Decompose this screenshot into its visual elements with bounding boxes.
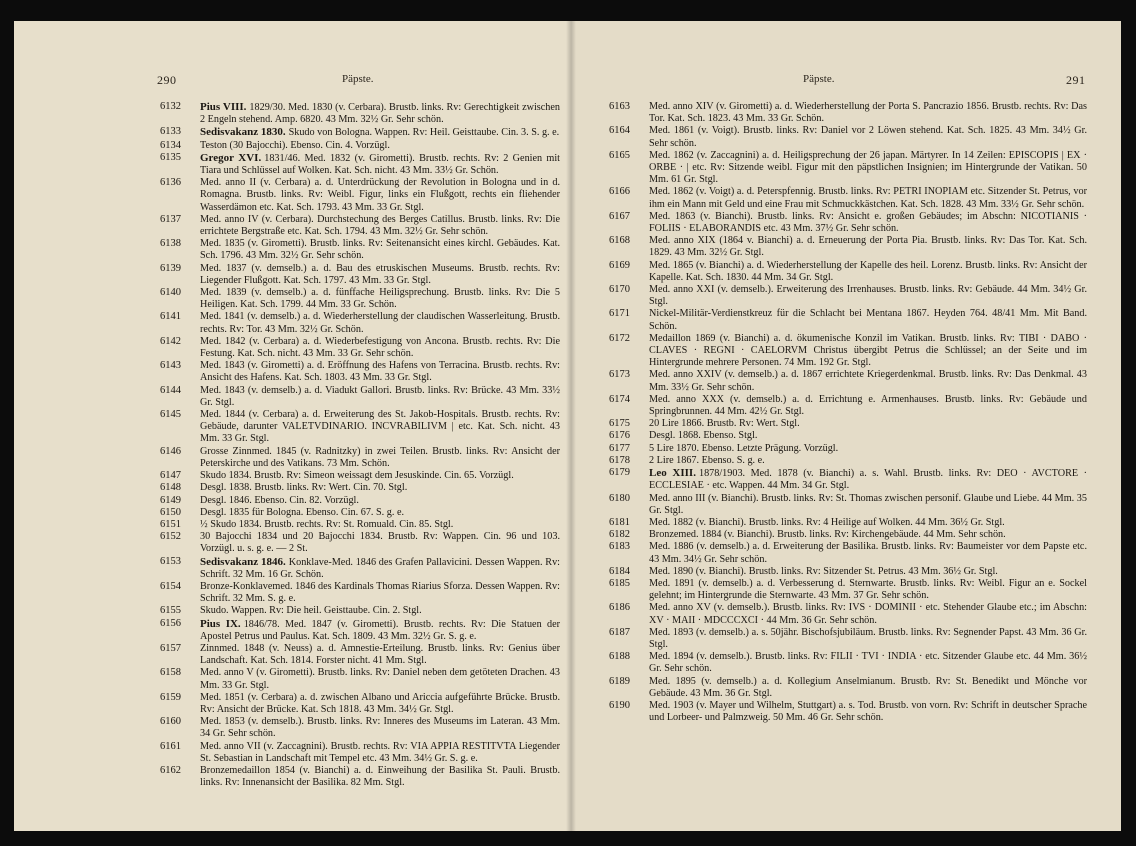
lot-number: 6151 xyxy=(160,518,181,530)
catalog-entry xyxy=(609,700,1087,724)
catalog-entry xyxy=(609,150,1087,187)
lot-text: Med. 1837 (v. demselb.) a. d. Bau des etruskischen Museums. Brustb. rechts. Rv: Liegender Flußgott. Kat. Sch. 1797. 43 Mm. 33 Gr. Stgl. xyxy=(200,262,560,286)
lot-description xyxy=(649,627,1087,651)
lot-text: Med. 1893 (v. demselb.) a. s. 50jähr. Bischofsjubiläum. Brustb. links. Rv: Segnender Papst. 43 Mm. 36 Gr. Stgl. xyxy=(649,626,1087,650)
lot-text: Skudo. Wappen. Rv: Die heil. Geisttaube. Cin. 2. Stgl. xyxy=(200,605,422,617)
lot-description xyxy=(200,495,560,507)
lot-description xyxy=(200,716,560,740)
lot-text: Med. 1851 (v. Cerbara) a. d. zwischen Albano und Ariccia aufgeführte Brücke. Brustb. Rv: Ansicht der Brücke. Kat. Sch 1818. 43 Mm. 34½ Gr. Stgl. xyxy=(200,691,560,715)
lot-text: Nickel-Militär-Verdienstkreuz für die Schlacht bei Mentana 1867. Heyden 764. 48/41 Mm. Mit Band. Schön. xyxy=(649,308,1087,332)
lot-description xyxy=(200,482,560,494)
pope-heading: Sedisvakanz 1830. xyxy=(200,126,286,139)
lot-text: ½ Skudo 1834. Brustb. rechts. Rv: St. Romuald. Cin. 85. Stgl. xyxy=(200,518,454,530)
lot-text: Med. anno XIX (1864 v. Bianchi) a. d. Erneuerung der Porta Pia. Brustb. links. Rv: Das Tor. Kat. Sch. 1829. 43 Mm. 32½ Gr. Stgl. xyxy=(649,235,1087,259)
lot-text: 30 Bajocchi 1834 und 20 Bajocchi 1834. Brustb. Rv: Wappen. Cin. 96 und 103. Vorzügl. u. s. g. e. — 2 St. xyxy=(200,531,560,555)
lot-number: 6140 xyxy=(160,287,181,299)
pope-heading: Pius IX. xyxy=(200,617,241,630)
catalog-entry xyxy=(160,741,560,765)
catalog-entry xyxy=(160,531,560,555)
lot-text: Medaillon 1869 (v. Bianchi) a. d. ökumenische Konzil im Vatikan. Brustb. links. Rv: TIBI · DABO · CLAVES · REGNI · CAELORVM Christus übergibt Petrus die Schlüssel; an der Seite und im Hintergrunde mehrere Personen. 74 Mm. 192 Gr. Stgl. xyxy=(649,332,1087,369)
lot-number: 6178 xyxy=(609,454,630,466)
lot-text: Med. 1841 (v. demselb.) a. d. Wiederherstellung der claudischen Wasserleitung. Brustb. rechts. Rv: Tor. 43 Mm. 32½ Gr. Schön. xyxy=(200,311,560,335)
lot-number: 6170 xyxy=(609,284,630,296)
left-running-head: Päpste. xyxy=(342,73,374,85)
lot-number: 6173 xyxy=(609,369,630,381)
catalog-entry xyxy=(160,177,560,214)
catalog-entry xyxy=(160,214,560,238)
lot-description xyxy=(649,541,1087,565)
lot-description xyxy=(200,263,560,287)
lot-description xyxy=(200,140,560,152)
lot-description xyxy=(649,418,1087,430)
lot-text: Med. 1886 (v. demselb.) a. d. Erweiterung der Basilika. Brustb. links. Rv: Baumeister vor dem Papste etc. 43 Mm. 34½ Gr. Sehr schön. xyxy=(649,541,1087,565)
lot-text: Med. 1882 (v. Bianchi). Brustb. links. Rv: 4 Heilige auf Wolken. 44 Mm. 36½ Gr. Stgl. xyxy=(649,516,1005,528)
catalog-entry xyxy=(160,667,560,691)
lot-text: Med. anno VII (v. Zaccagnini). Brustb. rechts. Rv: VIA APPIA RESTITVTA Liegender St. Sebastian in Landschaft mit Tempel etc. 43 Mm. 34½ Gr. S. g. e. xyxy=(200,740,560,764)
lot-description xyxy=(200,643,560,667)
lot-description xyxy=(649,455,1087,467)
left-page-number: 290 xyxy=(157,73,177,87)
lot-description xyxy=(649,211,1087,235)
lot-number: 6184 xyxy=(609,565,630,577)
lot-description xyxy=(200,531,560,555)
catalog-entry xyxy=(609,211,1087,235)
lot-text: Desgl. 1868. Ebenso. Stgl. xyxy=(649,430,758,442)
left-entries-list xyxy=(160,101,560,789)
lot-description xyxy=(200,519,560,531)
lot-number: 6158 xyxy=(160,667,181,679)
catalog-entry xyxy=(160,556,560,581)
lot-description xyxy=(649,308,1087,332)
catalog-entry xyxy=(609,529,1087,541)
lot-description xyxy=(649,235,1087,259)
lot-text: Med. 1895 (v. demselb.) a. d. Kollegium Anselmianum. Brustb. Rv: St. Benedikt und Mönche vor Gebäude. 43 Mm. 36 Gr. Stgl. xyxy=(649,675,1087,699)
lot-text: Med. 1842 (v. Cerbara) a. d. Wiederbefestigung von Ancona. Brustb. rechts. Rv: Die Festung. Kat. Sch. nicht. 43 Mm. 33 Gr. Sehr schön. xyxy=(200,335,560,360)
lot-number: 6172 xyxy=(609,332,630,344)
lot-description xyxy=(649,493,1087,517)
lot-description xyxy=(649,467,1087,492)
lot-text: Med. 1835 (v. Girometti). Brustb. links. Rv: Seitenansicht eines kirchl. Gebäudes. Kat. Sch. 1796. 43 Mm. 32½ Gr. Sehr schön. xyxy=(200,238,560,262)
catalog-entry xyxy=(160,446,560,470)
pope-heading: Gregor XVI. xyxy=(200,151,262,164)
lot-number: 6169 xyxy=(609,259,630,271)
catalog-entry xyxy=(609,333,1087,370)
lot-number: 6165 xyxy=(609,149,630,161)
lot-number: 6148 xyxy=(160,482,181,494)
lot-number: 6181 xyxy=(609,516,630,528)
lot-number: 6142 xyxy=(160,335,181,347)
lot-text: Med. anno XXI (v. demselb.). Erweiterung des Irrenhauses. Brustb. links. Rv: Gebäude. 44 Mm. 34½ Gr. Stgl. xyxy=(649,284,1087,308)
lot-text: 1831/46. Med. 1832 (v. Girometti). Brustb. rechts. Rv: 2 Genien mit Tiara und Schlüssel auf Wolken. Kat. Sch. nicht. 43 Mm. 33½ Gr. Schön. xyxy=(200,152,560,177)
lot-description xyxy=(649,260,1087,284)
lot-number: 6161 xyxy=(160,740,181,752)
catalog-entry xyxy=(160,140,560,152)
lot-description xyxy=(649,284,1087,308)
lot-number: 6175 xyxy=(609,418,630,430)
catalog-entry xyxy=(160,495,560,507)
lot-text: Med. anno IV (v. Cerbara). Durchstechung des Berges Catillus. Brustb. links. Rv: Die errichtete Bergstraße etc. Kat. Sch. 1794. 43 Mm. 32½ Gr. Sehr schön. xyxy=(200,213,560,238)
lot-text: Med. 1843 (v. demselb.) a. d. Viadukt Gallori. Brustb. links. Rv: Brücke. 43 Mm. 33½ Gr. Stgl. xyxy=(200,384,560,408)
lot-description xyxy=(200,618,560,643)
lot-text: Zinnmed. 1848 (v. Neuss) a. d. Amnestie-Erteilung. Brustb. links. Rv: Genius über Landschaft. Kat. Sch. 1814. Forster nicht. 41 Mm. Stgl. xyxy=(200,642,560,667)
lot-number: 6155 xyxy=(160,605,181,617)
catalog-entry xyxy=(160,126,560,139)
lot-number: 6179 xyxy=(609,467,630,479)
catalog-entry xyxy=(609,443,1087,455)
lot-text: 1829/30. Med. 1830 (v. Cerbara). Brustb. links. Rv: Gerechtigkeit zwischen 2 Engeln stehend. Amp. 6820. 43 Mm. 32½ Gr. Sehr schön. xyxy=(200,102,560,126)
lot-description xyxy=(200,101,560,126)
catalog-entry xyxy=(609,430,1087,442)
catalog-entry xyxy=(160,470,560,482)
catalog-entry xyxy=(160,263,560,287)
catalog-entry xyxy=(160,311,560,335)
lot-text: Desgl. 1835 für Bologna. Ebenso. Cin. 67. S. g. e. xyxy=(200,506,405,518)
lot-number: 6144 xyxy=(160,384,181,396)
lot-description xyxy=(649,443,1087,455)
lot-number: 6183 xyxy=(609,541,630,553)
lot-description xyxy=(649,651,1087,675)
lot-text: Med. 1839 (v. demselb.) a. d. fünffache Heiligsprechung. Brustb. links. Rv: Die 5 Heiligen. Kat. Sch. 1799. 44 Mm. 33 Gr. Schön. xyxy=(200,287,560,311)
lot-number: 6171 xyxy=(609,308,630,320)
lot-number: 6149 xyxy=(160,494,181,506)
lot-number: 6164 xyxy=(609,125,630,137)
lot-number: 6174 xyxy=(609,393,630,405)
lot-number: 6176 xyxy=(609,430,630,442)
catalog-entry xyxy=(160,765,560,789)
lot-description xyxy=(200,667,560,691)
lot-number: 6147 xyxy=(160,470,181,482)
lot-number: 6190 xyxy=(609,699,630,711)
lot-number: 6136 xyxy=(160,177,181,189)
catalog-entry xyxy=(609,566,1087,578)
lot-number: 6189 xyxy=(609,675,630,687)
lot-text: Med. 1862 (v. Voigt) a. d. Peterspfennig. Brustb. links. Rv: PETRI INOPIAM etc. Sitzender St. Petrus, vor ihm ein Mann mit Geld und eine Frau mit Schmuckkästchen. Kat. Sch. 1828. 43 Mm. 33½ Gr. Sehr schön. xyxy=(649,186,1087,210)
pope-heading: Pius VIII. xyxy=(200,101,247,113)
catalog-entry xyxy=(160,716,560,740)
catalog-entry xyxy=(609,493,1087,517)
lot-text: Med. 1861 (v. Voigt). Brustb. links. Rv: Daniel vor 2 Löwen stehend. Kat. Sch. 1825. 43 Mm. 34½ Gr. Sehr schön. xyxy=(649,125,1087,149)
lot-text: Med. 1903 (v. Mayer und Wilhelm, Stuttgart) a. s. Tod. Brustb. von vorn. Rv: Schrift in deutscher Sprache und Lorbeer- und Palmzweig. 50 Mm. 46 Gr. Sehr schön. xyxy=(649,699,1087,724)
lot-number: 6166 xyxy=(609,186,630,198)
catalog-entry xyxy=(609,308,1087,332)
lot-text: 20 Lire 1866. Brustb. Rv: Wert. Stgl. xyxy=(649,418,800,430)
lot-text: Med. anno XV (v. demselb.). Brustb. links. Rv: IVS · DOMINII · etc. Stehender Glaube etc.; im Abschn: XV · MAII · MDCCCXCI · 44 Mm. 36 Gr. Sehr schön. xyxy=(649,602,1087,626)
lot-number: 6160 xyxy=(160,716,181,728)
catalog-entry xyxy=(609,235,1087,259)
lot-text: Bronzemedaillon 1854 (v. Bianchi) a. d. Einweihung der Basilika St. Pauli. Brustb. links. Rv: Innenansicht der Basilika. 82 Mm. Stgl. xyxy=(200,764,560,789)
lot-description xyxy=(649,578,1087,602)
catalog-entry xyxy=(609,541,1087,565)
lot-text: 1846/78. Med. 1847 (v. Girometti). Brustb. rechts. Rv: Die Statuen der Apostel Petrus und Paulus. Kat. Sch. 1809. 43 Mm. 32½ Gr. S. g. e. xyxy=(200,618,560,642)
lot-number: 6186 xyxy=(609,602,630,614)
lot-text: Med. 1890 (v. Bianchi). Brustb. links. Rv: Sitzender St. Petrus. 43 Mm. 36½ Gr. Stgl. xyxy=(649,565,998,577)
lot-description xyxy=(200,238,560,262)
lot-text: Grosse Zinnmed. 1845 (v. Radnitzky) in zwei Teilen. Brustb. links. Rv: Ansicht der Peterskirche und des Vatikans. 73 Mm. Schön. xyxy=(200,445,560,469)
catalog-entry xyxy=(609,369,1087,393)
lot-text: Skudo 1834. Brustb. Rv: Simeon weissagt dem Jesuskinde. Cin. 65. Vorzügl. xyxy=(200,470,514,482)
catalog-entry xyxy=(609,125,1087,149)
catalog-entry xyxy=(609,394,1087,418)
lot-description xyxy=(200,470,560,482)
lot-text: Teston (30 Bajocchi). Ebenso. Cin. 4. Vorzügl. xyxy=(200,139,390,151)
catalog-entry xyxy=(609,578,1087,602)
lot-description xyxy=(200,741,560,765)
lot-text: Konklave-Med. 1846 des Grafen Pallavicini. Dessen Wappen. Rv: Schrift. 32 Mm. 16 Gr. Schön. xyxy=(200,556,560,580)
catalog-entry xyxy=(160,692,560,716)
catalog-entry xyxy=(160,482,560,494)
lot-description xyxy=(200,126,560,139)
catalog-entry xyxy=(160,101,560,126)
catalog-entry xyxy=(609,455,1087,467)
lot-description xyxy=(200,214,560,238)
catalog-entry xyxy=(160,507,560,519)
catalog-entry xyxy=(609,101,1087,125)
lot-description xyxy=(649,125,1087,149)
right-page-number: 291 xyxy=(1066,73,1086,87)
catalog-entry xyxy=(160,385,560,409)
lot-description xyxy=(200,409,560,446)
lot-text: Med. 1844 (v. Cerbara) a. d. Erweiterung des St. Jakob-Hospitals. Brustb. rechts. Rv: Gebäude, darunter VALETVDINARIO. INCVRABILIVM | etc. Kat. Sch. nicht. 43 Mm. 33 Gr. Stgl. xyxy=(200,409,560,445)
lot-description xyxy=(649,529,1087,541)
lot-description xyxy=(200,605,560,617)
book-gutter xyxy=(566,21,576,831)
catalog-entry xyxy=(160,336,560,360)
catalog-entry xyxy=(160,238,560,262)
catalog-entry xyxy=(160,152,560,177)
lot-text: Med. anno XXX (v. demselb.) a. d. Errichtung e. Armenhauses. Brustb. links. Rv: Gebäude und Springbrunnen. 44 Mm. 42½ Gr. Stgl. xyxy=(649,393,1087,418)
lot-number: 6157 xyxy=(160,642,181,654)
lot-description xyxy=(649,566,1087,578)
lot-description xyxy=(649,101,1087,125)
lot-text: 5 Lire 1870. Ebenso. Letzte Prägung. Vorzügl. xyxy=(649,442,839,454)
lot-number: 6132 xyxy=(160,101,181,112)
lot-text: Med. anno XXIV (v. demselb.) a. d. 1867 errichtete Kriegerdenkmal. Brustb. links. Rv: Das Denkmal. 43 Mm. 33½ Gr. Sehr schön. xyxy=(649,369,1087,393)
lot-number: 6133 xyxy=(160,126,181,138)
catalog-entry xyxy=(609,186,1087,210)
catalog-entry xyxy=(160,360,560,384)
lot-description xyxy=(649,700,1087,724)
lot-description xyxy=(649,430,1087,442)
lot-description xyxy=(200,177,560,214)
catalog-entry xyxy=(609,260,1087,284)
lot-text: Med. 1853 (v. demselb.). Brustb. links. Rv: Inneres des Museums im Lateran. 43 Mm. 34 Gr. Sehr schön. xyxy=(200,716,560,740)
lot-description xyxy=(200,446,560,470)
catalog-entry xyxy=(609,627,1087,651)
catalog-entry xyxy=(609,651,1087,675)
lot-number: 6182 xyxy=(609,529,630,541)
catalog-entry xyxy=(160,643,560,667)
lot-text: Desgl. 1846. Ebenso. Cin. 82. Vorzügl. xyxy=(200,494,359,506)
catalog-entry xyxy=(160,519,560,531)
lot-number: 6134 xyxy=(160,139,181,151)
lot-number: 6143 xyxy=(160,360,181,372)
catalog-entry xyxy=(609,517,1087,529)
lot-description xyxy=(200,765,560,789)
catalog-entry xyxy=(160,581,560,605)
lot-description xyxy=(649,186,1087,210)
catalog-entry xyxy=(160,605,560,617)
lot-number: 6145 xyxy=(160,409,181,421)
pope-heading: Sedisvakanz 1846. xyxy=(200,555,286,568)
lot-description xyxy=(200,311,560,335)
lot-text: Med. 1865 (v. Bianchi) a. d. Wiederherstellung der Kapelle des heil. Lorenz. Brustb. links. Rv: Ansicht der Kapelle. Kat. Sch. 1830. 44 Mm. 34 Gr. Stgl. xyxy=(649,259,1087,283)
catalog-entry xyxy=(609,418,1087,430)
lot-number: 6138 xyxy=(160,238,181,250)
lot-description xyxy=(200,507,560,519)
lot-text: 1878/1903. Med. 1878 (v. Bianchi) a. s. Wahl. Brustb. links. Rv: DEO · AVCTORE · ECCLESIAE · etc. Wappen. 44 Mm. 34 Gr. Stgl. xyxy=(649,468,1087,492)
lot-text: Med. anno III (v. Bianchi). Brustb. links. Rv: St. Thomas zwischen personif. Glaube und Liebe. 44 Mm. 35 Gr. Stgl. xyxy=(649,492,1087,516)
lot-number: 6146 xyxy=(160,445,181,457)
lot-description xyxy=(649,333,1087,370)
lot-text: Med. anno XIV (v. Girometti) a. d. Wiederherstellung der Porta S. Pancrazio 1856. Brustb. rechts. Rv: Das Tor. Kat. Sch. 1823. 43 Mm. 33 Gr. Schön. xyxy=(649,101,1087,125)
lot-number: 6168 xyxy=(609,235,630,247)
lot-description xyxy=(200,692,560,716)
lot-number: 6141 xyxy=(160,311,181,323)
lot-number: 6156 xyxy=(160,617,181,629)
pope-heading: Leo XIII. xyxy=(649,467,696,480)
lot-description xyxy=(200,385,560,409)
lot-text: Med. anno V (v. Girometti). Brustb. links. Rv: Daniel neben dem getöteten Drachen. 43 Mm. 33 Gr. Stgl. xyxy=(200,667,560,691)
lot-text: Med. 1863 (v. Bianchi). Brustb. links. Rv: Ansicht e. großen Gebäudes; im Abschn: NICOTIANIS · FOLIIS · ELABORANDIS etc. 43 Mm. 37½ Gr. Sehr schön. xyxy=(649,210,1087,235)
catalog-entry xyxy=(160,618,560,643)
lot-description xyxy=(649,369,1087,393)
right-page xyxy=(571,21,1121,831)
lot-number: 6150 xyxy=(160,506,181,518)
lot-text: Med. 1862 (v. Zaccagnini) a. d. Heiligsprechung der 26 japan. Märtyrer. In 14 Zeilen: EPISCOPIS | EX · ORBE · | etc. Rv: Sitzende weibl. Figur mit den päpstlichen Insignien; im Hintergrunde der Vatikan. 50 Mm. 61 Gr. Stgl. xyxy=(649,149,1087,186)
lot-text: Med. 1894 (v. demselb.). Brustb. links. Rv: FILII · TVI · INDIA · etc. Sitzender Glaube etc. 44 Mm. 36½ Gr. Sehr schön. xyxy=(649,651,1087,675)
lot-number: 6180 xyxy=(609,492,630,504)
lot-number: 6187 xyxy=(609,626,630,638)
lot-number: 6188 xyxy=(609,651,630,663)
lot-text: Bronzemed. 1884 (v. Bianchi). Brustb. links. Rv: Kirchengebäude. 44 Mm. Sehr schön. xyxy=(649,529,1006,541)
lot-description xyxy=(200,581,560,605)
lot-number: 6135 xyxy=(160,151,181,163)
catalog-entry xyxy=(609,676,1087,700)
lot-text: Med. 1843 (v. Girometti) a. d. Eröffnung des Hafens von Terracina. Brustb. rechts. Rv: Ansicht des Hafens. Kat. Sch. 1803. 43 Mm. 33 Gr. Stgl. xyxy=(200,360,560,384)
lot-number: 6152 xyxy=(160,531,181,543)
catalog-entry xyxy=(609,284,1087,308)
lot-description xyxy=(649,676,1087,700)
catalog-entry xyxy=(160,287,560,311)
lot-number: 6137 xyxy=(160,213,181,225)
catalog-entry xyxy=(609,467,1087,492)
lot-text: Skudo von Bologna. Wappen. Rv: Heil. Geisttaube. Cin. 3. S. g. e. xyxy=(288,127,560,139)
lot-number: 6162 xyxy=(160,764,181,776)
lot-description xyxy=(200,556,560,581)
lot-description xyxy=(200,287,560,311)
lot-text: Bronze-Konklavemed. 1846 des Kardinals Thomas Riarius Sforza. Dessen Wappen. Rv: Schrift. 32 Mm. S. g. e. xyxy=(200,580,560,605)
lot-description xyxy=(200,360,560,384)
lot-description xyxy=(200,336,560,360)
lot-number: 6154 xyxy=(160,580,181,592)
lot-description xyxy=(200,152,560,177)
lot-description xyxy=(649,394,1087,418)
lot-number: 6163 xyxy=(609,101,630,112)
lot-number: 6159 xyxy=(160,691,181,703)
lot-text: 2 Lire 1867. Ebenso. S. g. e. xyxy=(649,454,765,466)
lot-text: Med. 1891 (v. demselb.) a. d. Verbesserung d. Sternwarte. Brustb. links. Rv: Weibl. Figur an e. Sockel gelehnt; im Hintergrunde die Sternwarte. 43 Mm. 37 Gr. Sehr schön. xyxy=(649,577,1087,602)
left-page xyxy=(14,21,571,831)
lot-number: 6177 xyxy=(609,442,630,454)
lot-number: 6139 xyxy=(160,262,181,274)
lot-text: Med. anno II (v. Cerbara) a. d. Unterdrückung der Revolution in Bologna und in d. Romagna. Brustb. links. Rv: Weibl. Figur, links ein Flußgott, rechts ein fliehender Wasserdämon etc. Kat. Sch. 1793. 43 Mm. 33 Gr. Stgl. xyxy=(200,177,560,213)
right-running-head: Päpste. xyxy=(803,73,835,85)
lot-number: 6185 xyxy=(609,577,630,589)
lot-number: 6167 xyxy=(609,210,630,222)
lot-text: Desgl. 1838. Brustb. links. Rv: Wert. Cin. 70. Stgl. xyxy=(200,482,408,494)
lot-description xyxy=(649,517,1087,529)
lot-description xyxy=(649,150,1087,187)
right-entries-list xyxy=(609,101,1087,724)
catalog-entry xyxy=(160,409,560,446)
lot-description xyxy=(649,602,1087,626)
lot-number: 6153 xyxy=(160,555,181,567)
catalog-entry xyxy=(609,602,1087,626)
